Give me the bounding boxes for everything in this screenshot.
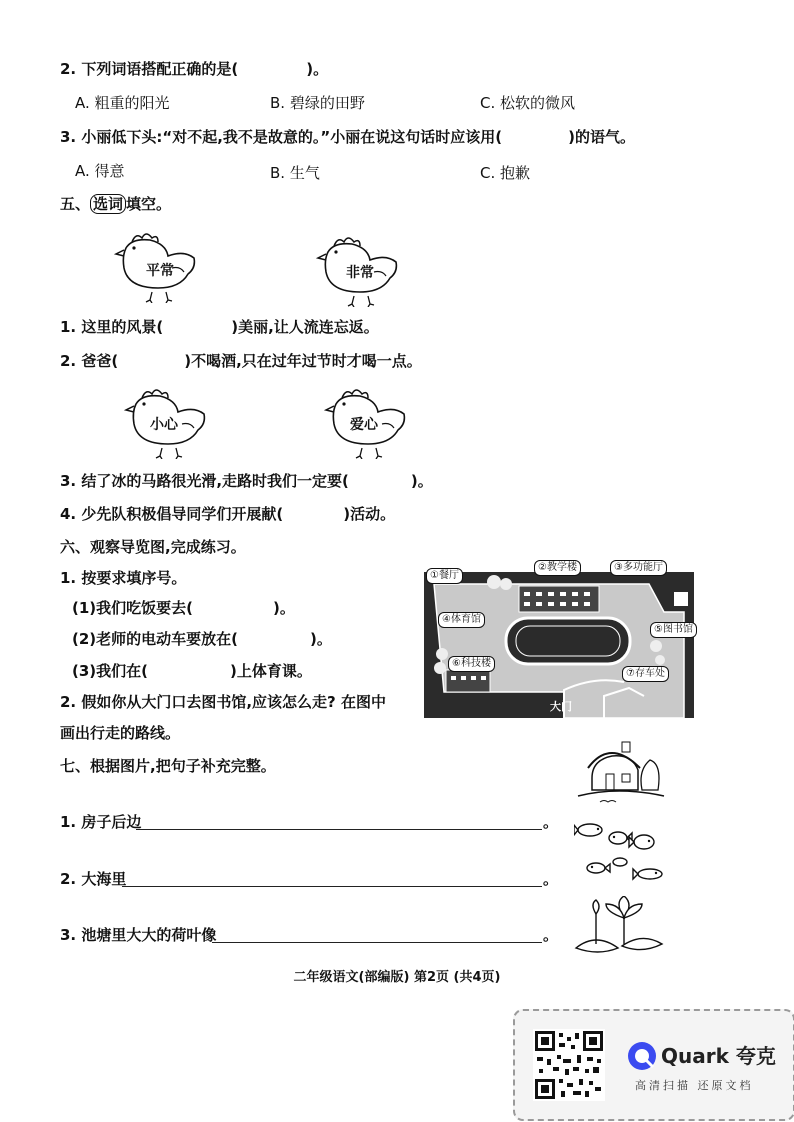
quark-logo-icon — [627, 1041, 657, 1071]
q3-option-b: B. 生气 — [270, 164, 320, 182]
q2-option-a: A. 粗重的阳光 — [75, 94, 170, 112]
s6-q1-item-1-a: (1)我们吃饭要去( — [72, 599, 194, 617]
map-label-3: ③多功能厅 — [610, 560, 667, 576]
map-label-5: ⑤图书馆 — [650, 622, 697, 638]
fish-illustration — [574, 818, 666, 894]
house-illustration — [570, 738, 670, 808]
section5-heading-b: 填空。 — [126, 195, 172, 213]
campus-map-drawing — [424, 572, 694, 718]
s5-sentence-3-b: )。 — [410, 472, 433, 490]
chick-word-card-2 — [314, 232, 404, 307]
map-label-4: ④体育馆 — [438, 612, 485, 628]
s7-sentence-1-end: 。 — [543, 813, 559, 831]
section7-heading: 七、根据图片,把句子补充完整。 — [60, 757, 276, 775]
map-label-6: ⑥科技楼 — [448, 656, 495, 672]
qr-code-icon — [533, 1029, 605, 1101]
s6-q1-item-2-a: (2)老师的电动车要放在( — [72, 630, 239, 648]
s5-sentence-3-a: 3. 结了冰的马路很光滑,走路时我们一定要( — [60, 472, 349, 490]
s5-sentence-2-a: 2. 爸爸( — [60, 352, 119, 370]
s5-sentence-2-b: )不喝酒,只在过年过节时才喝一点。 — [184, 352, 422, 370]
q3-stem-b: )的语气。 — [568, 128, 635, 146]
s6-question-2-line2: 画出行走的路线。 — [60, 724, 181, 742]
campus-map[interactable] — [424, 562, 694, 718]
chick-word-3: 小心 — [150, 417, 178, 433]
lotus-illustration — [572, 896, 668, 954]
map-label-1: ①餐厅 — [426, 568, 463, 584]
s6-question-2-line1: 2. 假如你从大门口去图书馆,应该怎么走? 在图中 — [60, 693, 386, 711]
s5-sentence-1-b: )美丽,让人流连忘返。 — [231, 318, 379, 336]
chick-word-card-4 — [322, 384, 412, 459]
chick-word-1: 平常 — [146, 263, 174, 279]
q2-option-b: B. 碧绿的田野 — [270, 94, 365, 112]
q3-option-a: A. 得意 — [75, 162, 125, 180]
s5-sentence-4-a: 4. 少先队积极倡导同学们开展献( — [60, 505, 284, 523]
s5-sentence-4-b: )活动。 — [343, 505, 396, 523]
quark-brand: Quark 夸克 — [661, 1044, 776, 1068]
map-gate-label: 大门 — [550, 700, 572, 713]
s6-q1-item-2-b: )。 — [310, 630, 332, 648]
s5-sentence-1-a: 1. 这里的风景( — [60, 318, 164, 336]
s6-q1-item-3-a: (3)我们在( — [72, 662, 149, 680]
s7-sentence-1-label: 1. 房子后边 — [60, 813, 142, 831]
s5-sentence-2 — [60, 352, 422, 370]
s7-answer-line-3[interactable] — [212, 942, 542, 943]
s7-sentence-2-label: 2. 大海里 — [60, 870, 127, 888]
s6-q1-item-1-b: )。 — [273, 599, 295, 617]
quark-watermark — [513, 1009, 794, 1121]
q3-option-c: C. 抱歉 — [480, 164, 531, 182]
page-footer: 二年级语文(部编版) 第2页 (共4页) — [293, 970, 501, 985]
map-label-2: ②教学楼 — [534, 560, 581, 576]
s7-answer-line-1[interactable] — [136, 829, 542, 830]
chick-word-4: 爱心 — [350, 417, 378, 433]
q3-stem-a: 3. 小丽低下头:“对不起,我不是故意的。”小丽在说这句话时应该用( — [60, 128, 503, 146]
s7-sentence-2-end: 。 — [543, 870, 559, 888]
q2-stem — [60, 60, 328, 78]
section6-heading: 六、观察导览图,完成练习。 — [60, 538, 246, 556]
section5-heading-a: 五、 — [60, 195, 91, 213]
s7-answer-line-2[interactable] — [122, 886, 542, 887]
s5-sentence-1 — [60, 318, 379, 336]
s6-q1-item-1 — [72, 599, 295, 617]
s7-sentence-3-end: 。 — [543, 926, 559, 944]
s6-question-1: 1. 按要求填序号。 — [60, 569, 187, 587]
s6-q1-item-3-b: )上体育课。 — [230, 662, 312, 680]
chick-word-card-3 — [122, 384, 212, 459]
section5-heading-boxed: 选词 — [90, 194, 126, 214]
q2-stem-a: 2. 下列词语搭配正确的是( — [60, 60, 239, 78]
chick-word-card-1 — [112, 228, 202, 303]
q2-option-c: C. 松软的微风 — [480, 94, 576, 112]
s7-sentence-3-label: 3. 池塘里大大的荷叶像 — [60, 926, 217, 944]
s6-q1-item-3 — [72, 662, 312, 680]
chick-word-2: 非常 — [346, 265, 374, 281]
q2-stem-b: )。 — [306, 60, 329, 78]
s6-q1-item-2 — [72, 630, 332, 648]
map-label-7: ⑦存车处 — [622, 666, 669, 682]
section5-heading — [60, 195, 171, 213]
quark-tagline: 高清扫描 还原文档 — [635, 1079, 754, 1092]
s5-sentence-4 — [60, 505, 395, 523]
q3-stem — [60, 128, 635, 146]
s5-sentence-3 — [60, 472, 433, 490]
